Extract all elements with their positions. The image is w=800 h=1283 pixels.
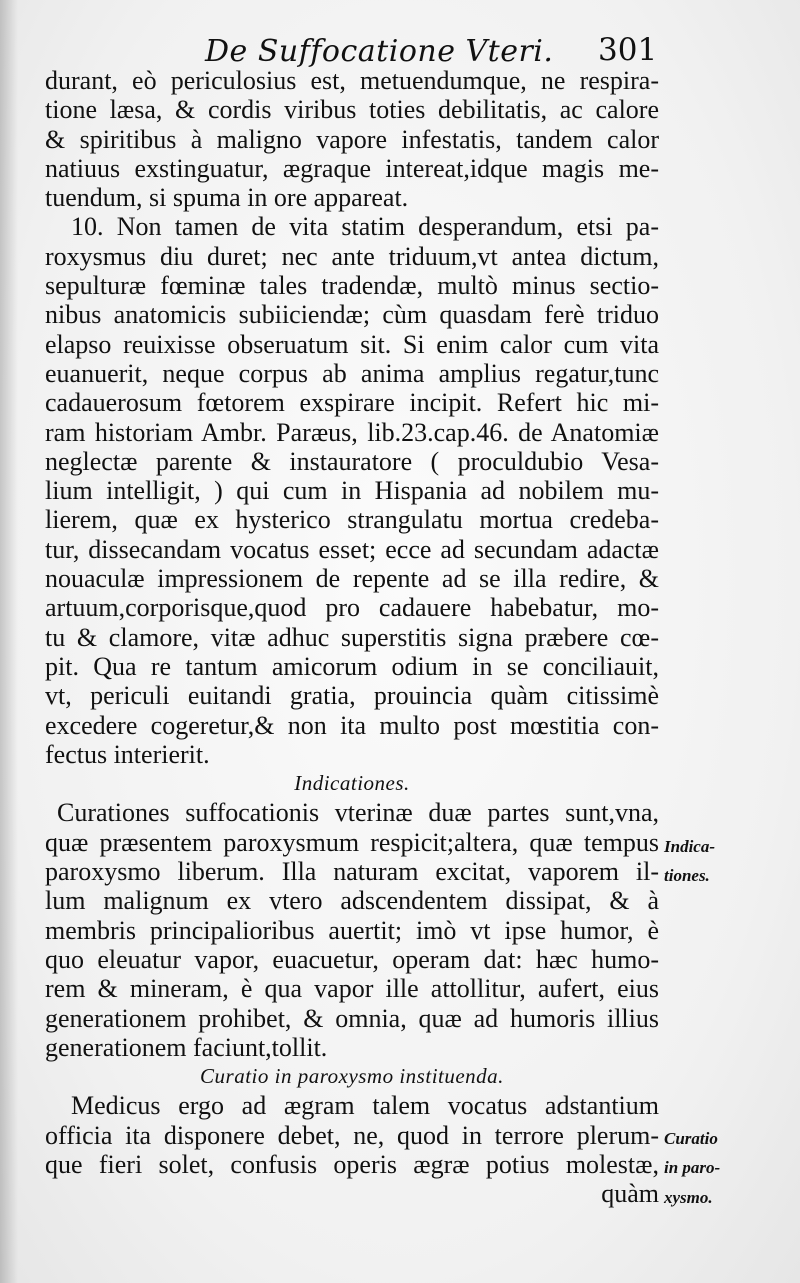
text-line: rem & mineram, è qua vapor ille attollitur, aufert, eius bbox=[45, 974, 659, 1004]
text-line: vt, periculi euitandi gratia, prouincia quàm citissimè bbox=[45, 681, 659, 711]
text-line: elapso reuixisse obseruatum sit. Si enim calor cum vita bbox=[45, 329, 659, 359]
text-line: Medicus ergo ad ægram talem vocatus adstantium bbox=[71, 1091, 659, 1121]
text-line: 10. Non tamen de vita statim desperandum, etsi pa- bbox=[71, 212, 659, 242]
text-line: pit. Qua re tantum amicorum odium in se conciliauit, bbox=[45, 651, 659, 681]
text-line: artuum,corporisque,quod pro cadauere habebatur, mo- bbox=[45, 593, 659, 623]
text-line: neglectæ parente & instauratore ( proculdubio Vesa- bbox=[45, 446, 659, 476]
text-line: paroxysmo liberum. Illa naturam excitat, vaporem il- bbox=[45, 857, 659, 887]
text-line: tione læsa, & cordis viribus toties debilitatis, ac calore bbox=[45, 95, 659, 125]
text-line: tu & clamore, vitæ adhuc superstitis signa præbere cœ- bbox=[45, 622, 659, 652]
section-heading-indicationes: Indicationes. bbox=[294, 771, 410, 796]
text-line: fectus interierit. bbox=[45, 739, 210, 769]
margin-note-line: tiones. bbox=[664, 866, 710, 886]
text-line: tur, dissecandam vocatus esset; ecce ad secundam adactæ bbox=[45, 534, 659, 564]
text-line: quæ præsentem paroxysmum respicit;altera, quæ tempus bbox=[45, 827, 659, 857]
text-line: durant, eò periculosius est, metuendumque, ne respira- bbox=[45, 66, 659, 95]
text-line: euanuerit, neque corpus ab anima amplius regatur,tunc bbox=[45, 358, 659, 388]
text-line: tuendum, si spuma in ore appareat. bbox=[45, 183, 409, 213]
text-line: lierem, quæ ex hysterico strangulatu mortua credeba- bbox=[45, 505, 659, 535]
text-line: officia ita disponere debet, ne, quod in terrore plerum- bbox=[45, 1120, 659, 1150]
body-text bbox=[45, 66, 659, 1209]
margin-note-indicationes bbox=[664, 832, 715, 891]
margin-note-line: in paro- bbox=[664, 1158, 721, 1178]
spine-shadow bbox=[0, 0, 18, 1283]
margin-note-curatio bbox=[664, 1124, 720, 1212]
section-heading-curatio: Curatio in paroxysmo instituenda. bbox=[200, 1064, 504, 1089]
text-line: Curationes suffocationis vterinæ duæ partes sunt,vna, bbox=[57, 798, 659, 828]
text-line: roxysmus diu duret; nec ante triduum,vt antea dictum, bbox=[45, 241, 659, 271]
text-line: lum malignum ex vtero adscendentem dissipat, & à bbox=[45, 886, 659, 916]
text-line: excedere cogeretur,& non ita multo post mœstitia con- bbox=[45, 710, 659, 740]
text-line: & spiritibus à maligno vapore infestatis, tandem calor bbox=[45, 124, 659, 154]
text-line: cadauerosum fœtorem exspirare incipit. Refert hic mi- bbox=[45, 388, 659, 418]
margin-note-line: xysmo. bbox=[664, 1187, 713, 1207]
text-line: nibus anatomicis subiiciendæ; cùm quasdam ferè triduo bbox=[45, 300, 659, 330]
text-line: que fieri solet, confusis operis ægræ potius molestæ, bbox=[45, 1149, 659, 1179]
text-line: nouaculæ impressionem de repente ad se illa redire, & bbox=[45, 564, 659, 594]
text-line: ram historiam Ambr. Paræus, lib.23.cap.46. de Anatomiæ bbox=[45, 417, 659, 447]
text-line: membris principalioribus auertit; imò vt ipse humor, è bbox=[45, 915, 659, 945]
page-number: 301 bbox=[598, 32, 658, 68]
catchword: quàm bbox=[601, 1179, 659, 1209]
text-line: natiuus exstinguatur, ægraque intereat,idque magis me- bbox=[45, 153, 659, 183]
text-line: generationem prohibet, & omnia, quæ ad humoris illius bbox=[45, 1003, 659, 1033]
margin-note-line: Curatio bbox=[664, 1129, 718, 1148]
text-line: generationem faciunt,tollit. bbox=[45, 1032, 328, 1062]
text-line: lium intelligit, ) qui cum in Hispania ad nobilem mu- bbox=[45, 476, 659, 506]
margin-note-line: Indica- bbox=[664, 837, 715, 856]
running-title: De Suffocatione Vteri. bbox=[205, 34, 554, 69]
text-line: quo eleuatur vapor, euacuetur, operam dat: hæc humo- bbox=[45, 944, 659, 974]
text-line: sepulturæ fœminæ tales tradendæ, multò minus sectio- bbox=[45, 271, 659, 301]
